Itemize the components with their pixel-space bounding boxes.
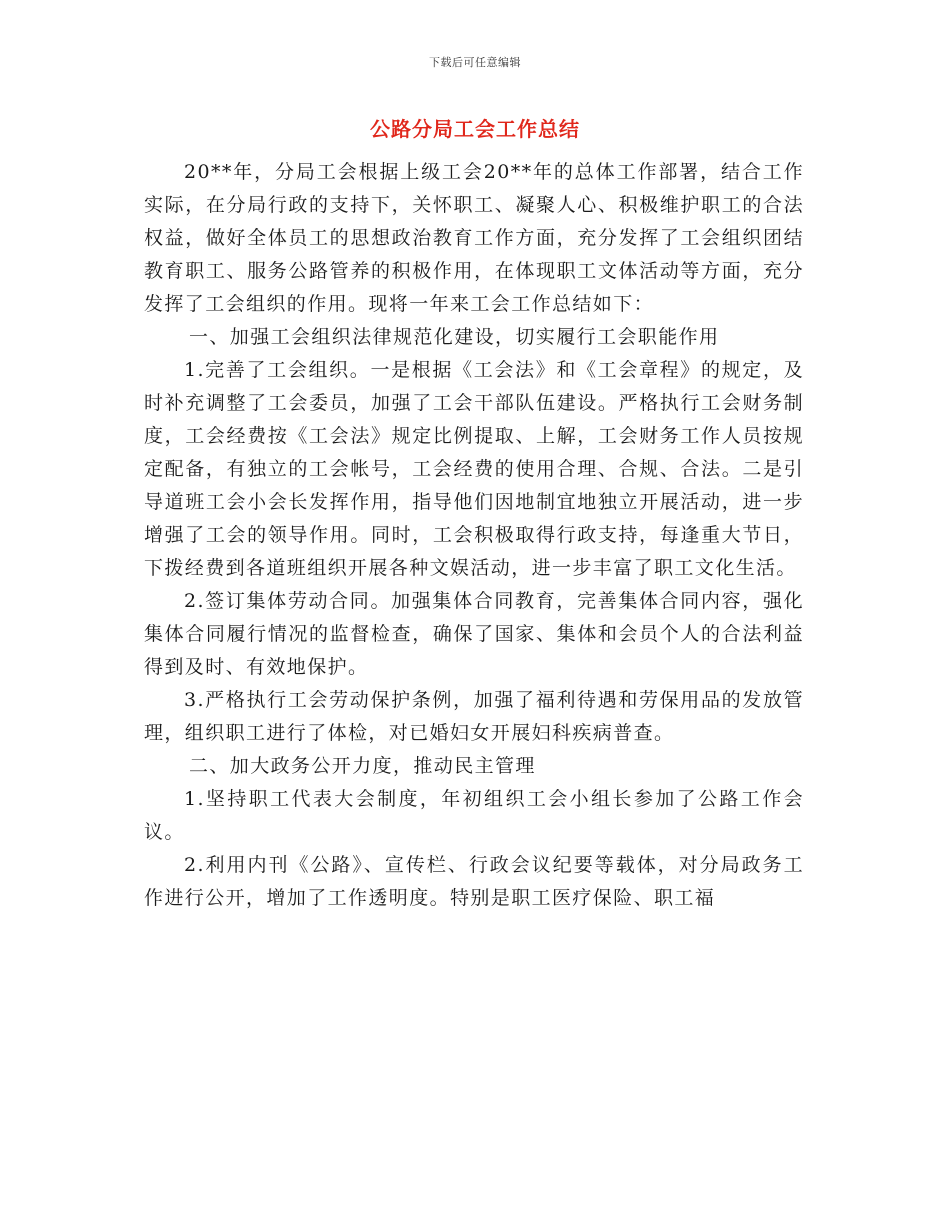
paragraph-1-2: 2.签订集体劳动合同。加强集体合同教育，完善集体合同内容，强化集体合同履行情况的监督检查，确保了国家、集体和会员个人的合法利益得到及时、有效地保护。: [144, 590, 804, 678]
section-heading-1: 一、加强工会组织法律规范化建设，切实履行工会职能作用: [189, 326, 720, 348]
section-heading-2: 二、加大政务公开力度，推动民主管理: [189, 755, 536, 777]
document-body: [144, 156, 804, 915]
paragraph-intro: 20**年，分局工会根据上级工会20**年的总体工作部署，结合工作实际，在分局行政的支持下，关怀职工、凝聚人心、积极维护职工的合法权益，做好全体员工的思想政治教育工作方面，充分发挥了工会组织团结教育职工、服务公路管养的积极作用，在体现职工文体活动等方面，充分发挥了工会组织的作用。现将一年来工会工作总结如下：: [144, 161, 804, 315]
paragraph-1-1: 1.完善了工会组织。一是根据《工会法》和《工会章程》的规定，及时补充调整了工会委员，加强了工会干部队伍建设。严格执行工会财务制度，工会经费按《工会法》规定比例提取、上解，工会财务工作人员按规定配备，有独立的工会帐号，工会经费的使用合理、合规、合法。二是引导道班工会小会长发挥作用，指导他们因地制宜地独立开展活动，进一步增强了工会的领导作用。同时，工会积极取得行政支持，每逢重大节日，下拨经费到各道班组织开展各种文娱活动，进一步丰富了职工文化生活。: [144, 359, 804, 579]
paragraph-1-3: 3.严格执行工会劳动保护条例，加强了福利待遇和劳保用品的发放管理，组织职工进行了体检，对已婚妇女开展妇科疾病普查。: [144, 689, 804, 744]
document-title: 公路分局工会工作总结: [370, 117, 580, 141]
paragraph-2-2: 2.利用内刊《公路》、宣传栏、行政会议纪要等载体，对分局政务工作进行公开，增加了工作透明度。特别是职工医疗保险、职工福: [144, 854, 804, 909]
header-note: 下载后可任意编辑: [429, 56, 521, 69]
paragraph-2-1: 1.坚持职工代表大会制度，年初组织工会小组长参加了公路工作会议。: [144, 788, 804, 843]
